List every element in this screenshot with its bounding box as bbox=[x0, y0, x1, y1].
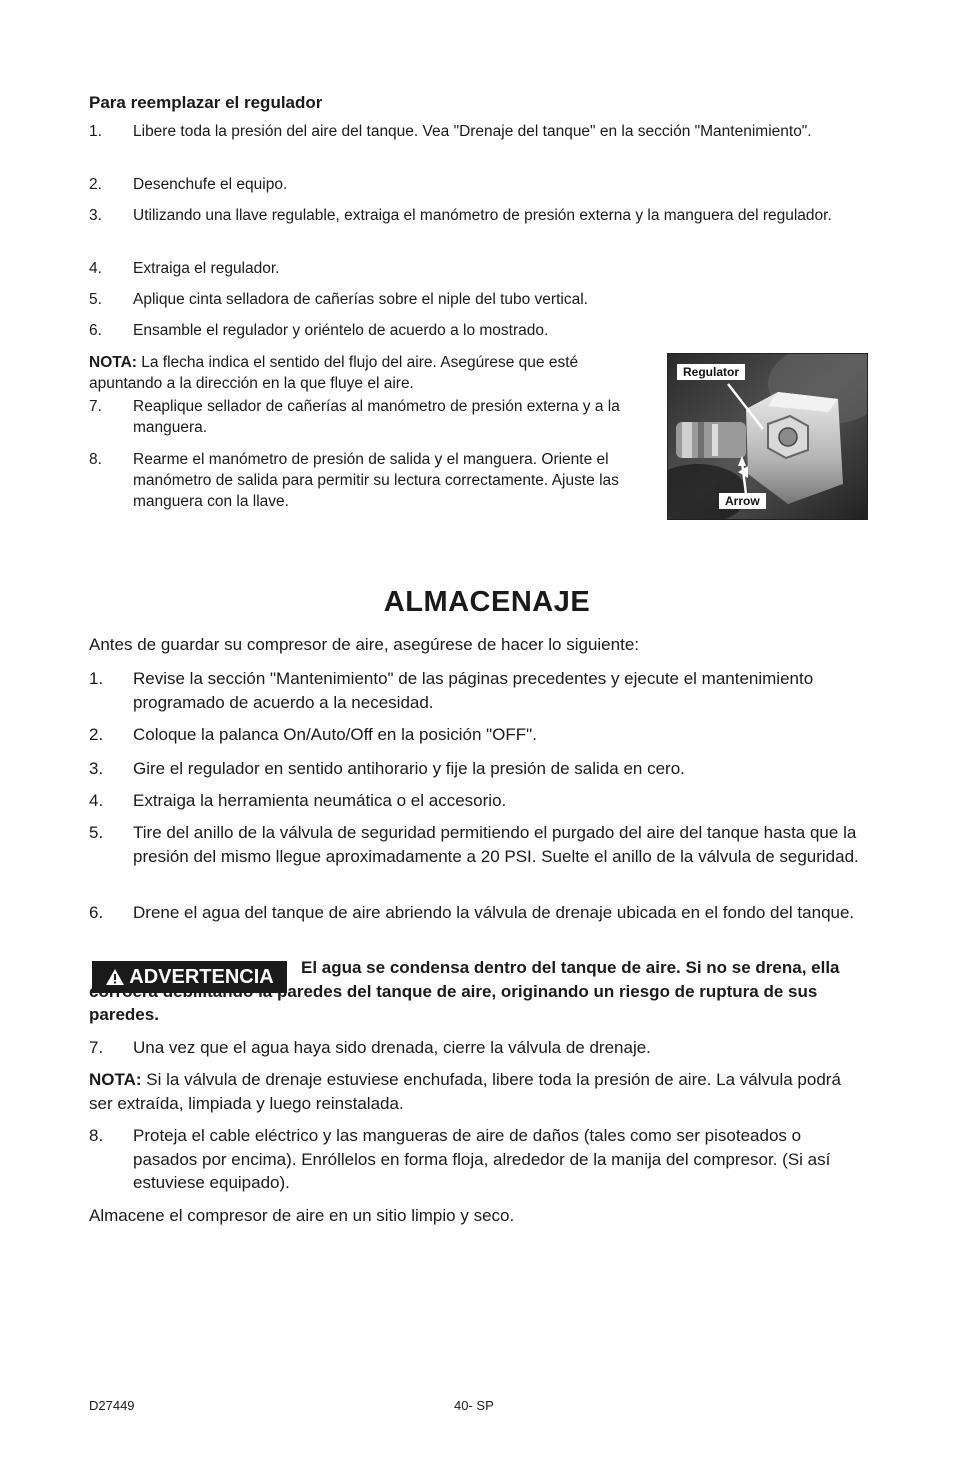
list-item: 4. Extraiga el regulador. bbox=[89, 260, 280, 277]
warning-text: El agua se condensa dentro del tanque de aire. Si no se drena, ella corroerá debilitando la paredes del tanque de aire, originando un riesgo de ruptura de sus paredes. bbox=[89, 958, 840, 1024]
list-item: 3. Utilizando una llave regulable, extraiga el manómetro de presión externa y la manguera del regulador. bbox=[89, 207, 832, 224]
list-item: 1. Revise la sección "Mantenimiento" de las páginas precedentes y ejecute el mantenimiento programado de acuerdo a la necesidad. bbox=[89, 669, 814, 712]
note-text: Si la válvula de drenaje estuviese enchufada, libere toda la presión de aire. La válvula podrá ser extraída, limpiada y luego reinstalada. bbox=[89, 1070, 841, 1113]
list-item: 2. Coloque la palanca On/Auto/Off en la posición "OFF". bbox=[89, 725, 537, 744]
warning-label: ADVERTENCIA bbox=[129, 965, 274, 988]
note-label: NOTA: bbox=[89, 354, 137, 371]
list-item: 6. Ensamble el regulador y oriéntelo de acuerdo a lo mostrado. bbox=[89, 322, 549, 339]
note-paragraph bbox=[89, 352, 654, 394]
intro-paragraph: Antes de guardar su compresor de aire, asegúrese de hacer lo siguiente: bbox=[89, 635, 639, 654]
list-item: 8. Rearme el manómetro de presión de salida y el manguera. Oriente el manómetro de salida para permitir su lectura correctamente. Ajuste las manguera con la llave. bbox=[89, 451, 619, 510]
doc-number: D27449 bbox=[89, 1398, 135, 1413]
section-heading: Para reemplazar el regulador bbox=[89, 93, 323, 112]
list-item: 8. Proteja el cable eléctrico y las mangueras de aire de daños (tales como ser pisoteados o pasados por encima). Enróllelos en forma floja, alrededor de la manija del compresor. (Si así estuviese equipado). bbox=[89, 1126, 831, 1192]
note-text: La flecha indica el sentido del flujo del aire. Asegúrese que esté apuntando a la dirección en la que fluye el aire. bbox=[89, 354, 579, 392]
list-item: 3. Gire el regulador en sentido antihorario y fije la presión de salida en cero. bbox=[89, 759, 685, 778]
page-title: ALMACENAJE bbox=[383, 586, 591, 618]
list-item: 4. Extraiga la herramienta neumática o el accesorio. bbox=[89, 791, 507, 810]
list-item: 6. Drene el agua del tanque de aire abriendo la válvula de drenaje ubicada en el fondo del tanque. bbox=[89, 903, 855, 922]
closing-paragraph: Almacene el compresor de aire en un sitio limpio y seco. bbox=[89, 1206, 515, 1225]
list-item: 7. Una vez que el agua haya sido drenada, cierre la válvula de drenaje. bbox=[89, 1038, 651, 1057]
list-item: 5. Tire del anillo de la válvula de seguridad permitiendo el purgado del aire del tanque hasta que la presión del mismo llegue aproximadamente a 20 PSI. Suelte el anillo de la válvula de seguridad. bbox=[89, 823, 859, 866]
regulator-label: Regulator bbox=[677, 364, 745, 380]
regulator-photo bbox=[667, 353, 868, 520]
note-paragraph bbox=[89, 1068, 859, 1115]
list-item: 1. Libere toda la presión del aire del tanque. Vea "Drenaje del tanque" en la sección "Mantenimiento". bbox=[89, 123, 812, 140]
list-item: 5. Aplique cinta selladora de cañerías sobre el niple del tubo vertical. bbox=[89, 291, 588, 308]
note-label: NOTA: bbox=[89, 1070, 142, 1089]
list-item: 7. Reaplique sellador de cañerías al manómetro de presión externa y a la manguera. bbox=[89, 398, 620, 436]
arrow-label: Arrow bbox=[719, 493, 766, 509]
list-item: 2. Desenchufe el equipo. bbox=[89, 176, 288, 193]
page-number: 40- SP bbox=[454, 1398, 494, 1413]
